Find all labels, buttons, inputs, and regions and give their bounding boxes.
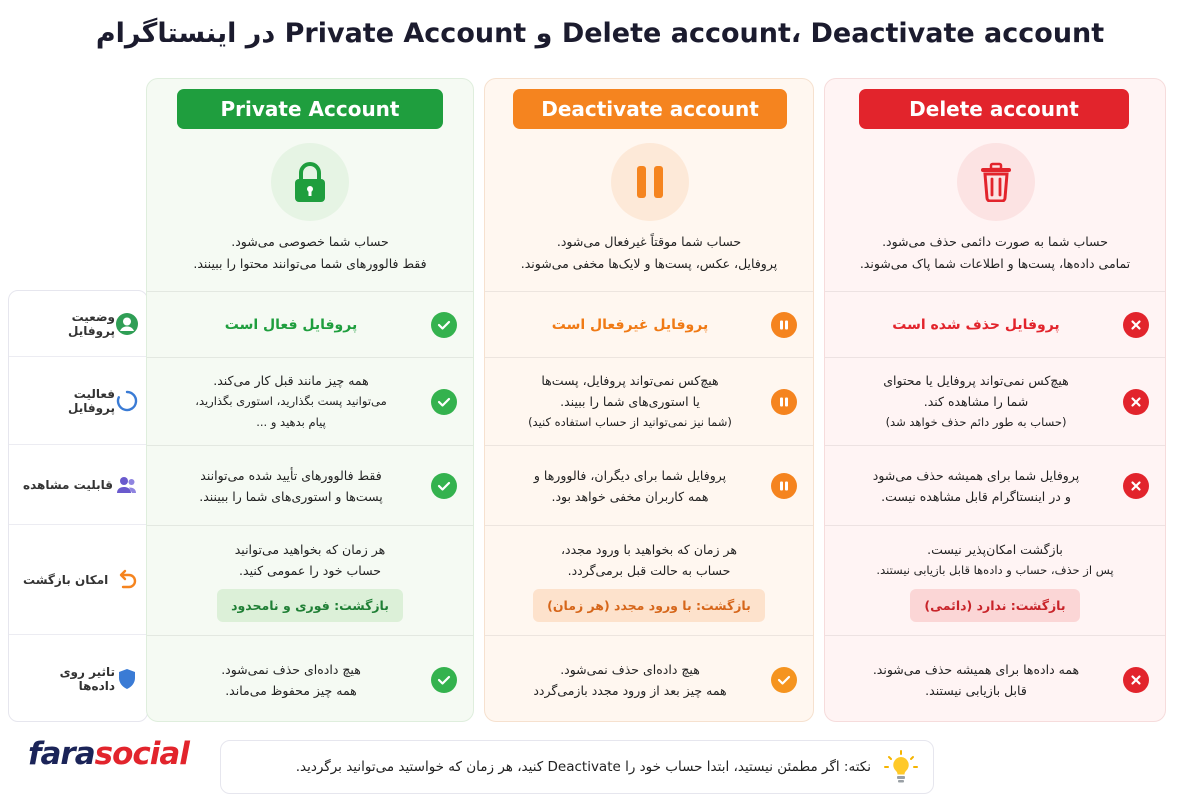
restore-badge: بازگشت: ندارد (دائمی) bbox=[910, 589, 1079, 622]
row-labels bbox=[8, 290, 148, 722]
check-icon bbox=[771, 667, 797, 693]
private-visibility-cell: فقط فالوورهای تأیید شده می‌توانند پست‌ها و استوری‌های شما را ببینند. bbox=[147, 445, 473, 525]
private-restore-cell: هر زمان که بخواهید می‌توانید حساب خود را عمومی کنید. بازگشت: فوری و نامحدود bbox=[147, 525, 473, 635]
pause-icon bbox=[771, 312, 797, 338]
delete-data-cell: همه داده‌ها برای همیشه حذف می‌شوند. قابل بازیابی نیستند. bbox=[825, 635, 1165, 723]
page-title: Delete account، Deactivate account و Private Account در اینستاگرام bbox=[95, 18, 1105, 49]
delete-status-cell: پروفایل حذف شده است bbox=[825, 291, 1165, 357]
shield-icon bbox=[115, 667, 139, 691]
label-data-impact: تاثیر روی داده‌ها bbox=[9, 635, 149, 723]
restore-badge: بازگشت: با ورود مجدد (هر زمان) bbox=[533, 589, 765, 622]
private-description: حساب شما خصوصی می‌شود. فقط فالوورهای شما می‌توانند محتوا را ببینند. bbox=[193, 234, 427, 271]
users-icon bbox=[115, 473, 139, 497]
pause-icon bbox=[771, 389, 797, 415]
label-profile-status: وضعیت پروفایل bbox=[9, 291, 149, 357]
x-icon bbox=[1123, 312, 1149, 338]
deactivate-status-cell: پروفایل غیرفعال است bbox=[485, 291, 813, 357]
delete-account-header: Delete account bbox=[859, 89, 1129, 129]
private-data-cell: هیچ داده‌ای حذف نمی‌شود. همه چیز محفوظ می‌ماند. bbox=[147, 635, 473, 723]
private-status-cell: پروفایل فعال است bbox=[147, 291, 473, 357]
check-icon bbox=[431, 667, 457, 693]
column-delete-account bbox=[824, 78, 1166, 722]
check-icon bbox=[431, 312, 457, 338]
x-icon bbox=[1123, 667, 1149, 693]
x-icon bbox=[1123, 389, 1149, 415]
deactivate-description: حساب شما موقتاً غیرفعال می‌شود. پروفایل، عکس، پست‌ها و لایک‌ها مخفی می‌شوند. bbox=[520, 234, 778, 271]
tip-note bbox=[220, 740, 934, 794]
private-activity-cell: همه چیز مانند قبل کار می‌کند. می‌توانید پست بگذارید، استوری بگذارید، پیام بدهید و ... bbox=[147, 357, 473, 445]
farasocial-logo: farasocial bbox=[28, 736, 189, 772]
tip-text: نکته: اگر مطمئن نیستید، ابتدا حساب خود را Deactivate کنید، هر زمان که خواستید می‌توانید برگردید. bbox=[295, 759, 871, 775]
column-private-account bbox=[146, 78, 474, 722]
x-icon bbox=[1123, 473, 1149, 499]
check-icon bbox=[431, 473, 457, 499]
deactivate-visibility-cell: پروفایل شما برای دیگران، فالوورها و همه کاربران مخفی خواهد بود. bbox=[485, 445, 813, 525]
delete-activity-cell: هیچ‌کس نمی‌تواند پروفایل یا محتوای شما را مشاهده کند. (حساب به طور دائم حذف خواهد شد) bbox=[825, 357, 1165, 445]
trash-icon bbox=[957, 143, 1035, 221]
label-visibility: قابلیت مشاهده bbox=[9, 445, 149, 525]
delete-restore-cell: بازگشت امکان‌پذیر نیست. پس از حذف، حساب و داده‌ها قابل بازیابی نیستند. بازگشت: ندارد (دائمی) bbox=[825, 525, 1165, 635]
delete-visibility-cell: پروفایل شما برای همیشه حذف می‌شود و در اینستاگرام قابل مشاهده نیست. bbox=[825, 445, 1165, 525]
activity-ring-icon bbox=[115, 389, 139, 413]
deactivate-restore-cell: هر زمان که بخواهید با ورود مجدد، حساب به حالت قبل برمی‌گردد. بازگشت: با ورود مجدد (هر زمان) bbox=[485, 525, 813, 635]
user-circle-icon bbox=[115, 312, 139, 336]
pause-icon bbox=[611, 143, 689, 221]
deactivate-account-header: Deactivate account bbox=[513, 89, 787, 129]
deactivate-activity-cell: هیچ‌کس نمی‌تواند پروفایل، پست‌ها یا استوری‌های شما را ببیند. (شما نیز نمی‌توانید از حساب استفاده کنید) bbox=[485, 357, 813, 445]
pause-icon bbox=[771, 473, 797, 499]
undo-icon bbox=[115, 568, 139, 592]
column-deactivate-account bbox=[484, 78, 814, 722]
check-icon bbox=[431, 389, 457, 415]
lock-icon bbox=[271, 143, 349, 221]
lightbulb-icon bbox=[883, 749, 919, 785]
deactivate-data-cell: هیچ داده‌ای حذف نمی‌شود. همه چیز بعد از ورود مجدد بازمی‌گردد bbox=[485, 635, 813, 723]
delete-description: حساب شما به صورت دائمی حذف می‌شود. تمامی داده‌ها، پست‌ها و اطلاعات شما پاک می‌شوند. bbox=[859, 234, 1131, 271]
label-profile-activity: فعالیت پروفایل bbox=[9, 357, 149, 445]
label-restore: امکان بازگشت bbox=[9, 525, 149, 635]
private-account-header: Private Account bbox=[177, 89, 443, 129]
restore-badge: بازگشت: فوری و نامحدود bbox=[217, 589, 403, 622]
